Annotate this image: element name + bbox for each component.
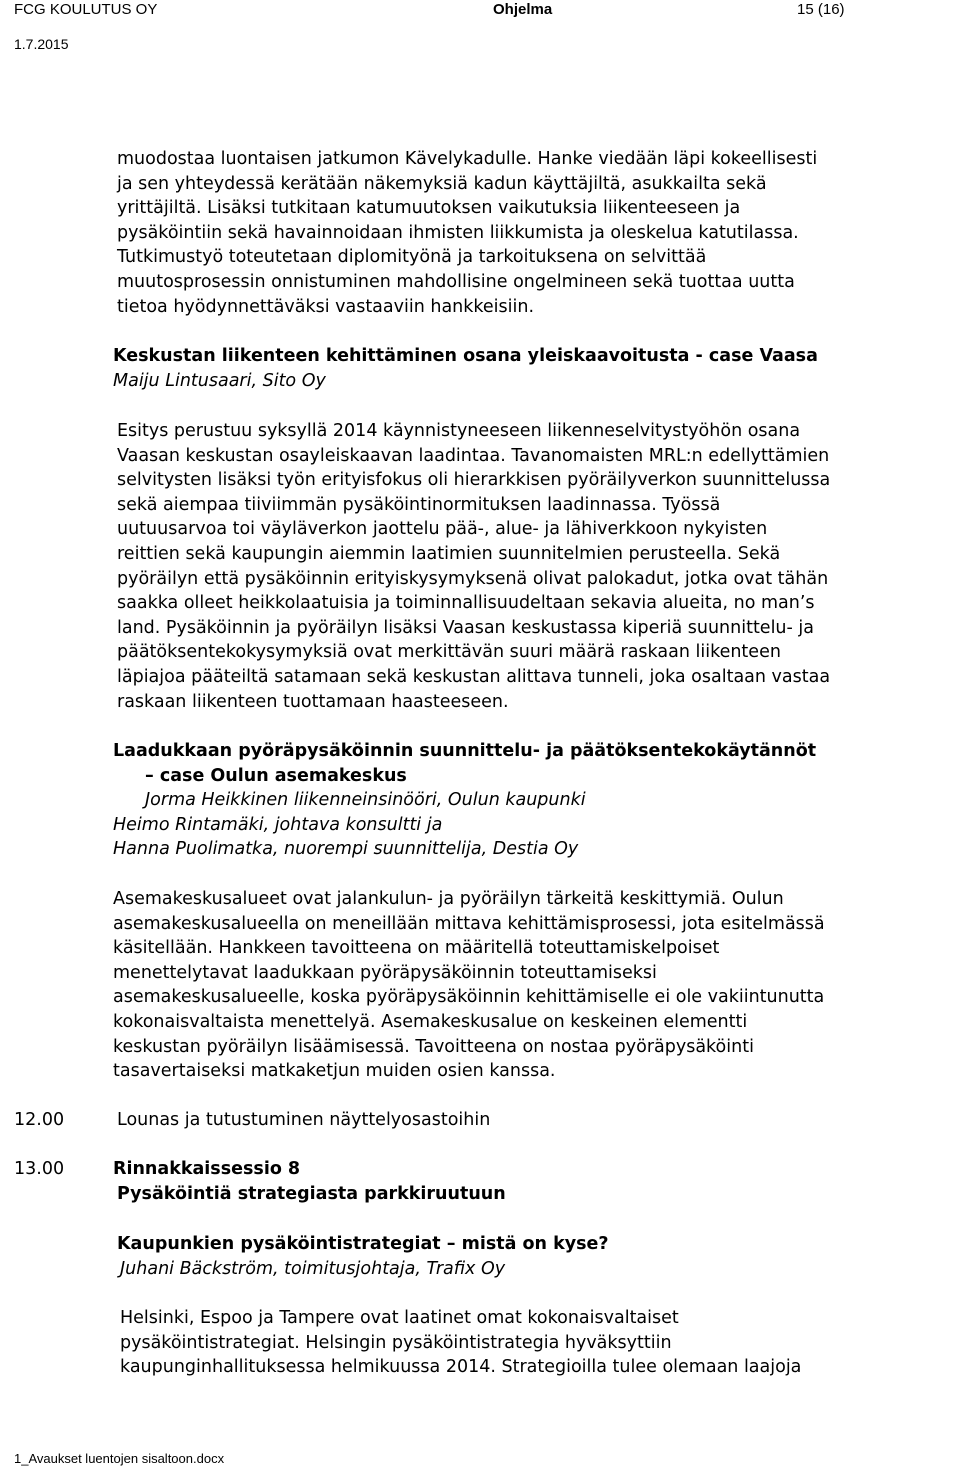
text-line: menettelytavat laadukkaan pyöräpysäköinnin toteuttamiseksi [113,962,657,983]
text-line: asemakeskusalueella on meneillään mittava kehittämisprosessi, jota esitelmässä [113,913,825,934]
strategy-paragraph [120,1306,801,1380]
text-line: muutosprosessin onnistuminen mahdollisine ongelmineen sekä tuottaa uutta [117,271,795,292]
oulu-heading [113,739,816,862]
text-line: pysäköintiin sekä havainnoidaan ihmisten liikkumista ja oleskelua katutilassa. [117,222,799,243]
oulu-speaker-1: Jorma Heikkinen liikenneinsinööri, Oulun kaupunki [145,790,586,811]
oulu-title-line-1: Laadukkaan pyöräpysäköinnin suunnittelu- ja päätöksentekokäytännöt [113,741,817,761]
vaasa-title: Keskustan liikenteen kehittäminen osana yleiskaavoitusta - case Vaasa [113,346,818,366]
text-line: Esitys perustuu syksyllä 2014 käynnistyneeseen liikenneselvitystyöhön osana [117,421,801,441]
session-heading [113,1157,506,1206]
text-line: raskaan liikenteen tuottamaan haasteeseen. [117,691,509,712]
text-line: sekä aiempaa tiiviimmän pysäköintinormituksen laadinnassa. Työssä [117,494,721,515]
text-line: keskustan pyöräilyn lisäämisessä. Tavoitteena on nostaa pyöräpysäköinti [113,1036,754,1057]
vaasa-speaker: Maiju Lintusaari, Sito Oy [113,370,326,391]
text-line: tasavertaiseksi matkaketjun muiden osien kanssa. [113,1061,556,1082]
text-line: läpiajoa pääteiltä satamaan sekä keskustan alittava tunneli, joka osaltaan vastaa [117,666,831,687]
text-line: pyöräilyn että pysäköinnin erityiskysymyksenä olivat palokadut, jotka ovat tähän [117,568,829,589]
text-line: tietoa hyödynnettäväksi vastaaviin hankkeisiin. [117,296,535,317]
header-date: 1.7.2015 [14,36,69,52]
text-line: Vaasan keskustan osayleiskaavan laadintaa. Tavanomaisten MRL:n edellyttämien [117,445,830,466]
text-line: yrittäjiltä. Lisäksi tutkitaan katumuutoksen vaikutuksia liikenteeseen ja [117,198,741,219]
text-line: uutuusarvoa toi väyläverkon jaottelu pää-, alue- ja lähiverkkoon nykyisten [117,519,768,540]
text-line: selvitysten lisäksi työn erityisfokus oli hierarkkisen pyöräilyverkon suunnittelussa [117,470,831,491]
text-line: päätöksentekokysymyksiä ovat merkittävän suuri määrä raskaan liikenteen [117,642,781,663]
text-line: Asemakeskusalueet ovat jalankulun- ja pyöräilyn tärkeitä keskittymiä. Oulun [113,889,784,909]
text-line: kaupunginhallituksessa helmikuussa 2014. Strategioilla tulee olemaan laajoja [120,1357,802,1378]
text-line: saakka olleet heikkolaatuisia ja toiminnallisuudeltaan sekavia alueita, no man’s [117,593,815,614]
vaasa-heading [113,344,818,393]
lunch-time: 12.00 [14,1110,65,1130]
text-line: muodostaa luontaisen jatkumon Kävelykadulle. Hanke viedään läpi kokeellisesti [117,149,818,169]
session-time: 13.00 [14,1159,65,1179]
session-title: Rinnakkaissessio 8 [113,1159,301,1179]
text-line: reittien sekä kaupungin aiemmin laatimien suunnitelmien perusteella. Sekä [117,543,781,564]
text-line: Tutkimustyö toteutetaan diplomityönä ja tarkoituksena on selvittää [117,247,707,268]
lunch-item [117,1108,490,1133]
text-line: ja sen yhteydessä kerätään näkemyksiä kadun käyttäjiltä, asukkailta sekä [117,173,767,194]
oulu-title-line-2: – case Oulun asemakeskus [145,765,407,786]
text-line: land. Pysäköinnin ja pyöräilyn lisäksi Vaasan keskustassa kiperiä suunnittelu- ja [117,617,814,638]
text-line: Helsinki, Espoo ja Tampere ovat laatinet omat kokonaisvaltaiset [120,1308,679,1328]
oulu-paragraph [113,887,825,1084]
footer-filename: 1_Avaukset luentojen sisaltoon.docx [14,1451,225,1466]
text-line: kokonaisvaltaista menettelyä. Asemakeskusalue on keskeinen elementti [113,1011,748,1032]
header-page-number: 15 (16) [797,1,845,18]
strategy-speaker: Juhani Bäckström, toimitusjohtaja, Trafix Oy [120,1258,506,1279]
vaasa-paragraph [117,419,830,714]
session-subtitle: Pysäköintiä strategiasta parkkiruutuun [117,1183,506,1204]
header-org: FCG KOULUTUS OY [14,1,158,18]
strategy-title: Kaupunkien pysäköintistrategiat – mistä on kyse? [117,1234,609,1254]
header-title: Ohjelma [493,1,553,18]
oulu-speaker-2: Heimo Rintamäki, johtava konsultti ja [113,814,443,835]
oulu-speaker-3: Hanna Puolimatka, nuorempi suunnittelija, Destia Oy [113,839,579,860]
text-line: käsitellään. Hankkeen tavoitteena on määritellä toteuttamiskelpoiset [113,938,720,959]
strategy-heading [117,1232,609,1281]
intro-paragraph [117,147,817,319]
text-line: pysäköintistrategiat. Helsingin pysäköintistrategia hyväksyttiin [120,1332,672,1353]
lunch-text: Lounas ja tutustuminen näyttelyosastoihin [117,1110,491,1130]
text-line: asemakeskusalueelle, koska pyöräpysäköinnin kehittämiselle ei ole vakiintunutta [113,987,825,1008]
